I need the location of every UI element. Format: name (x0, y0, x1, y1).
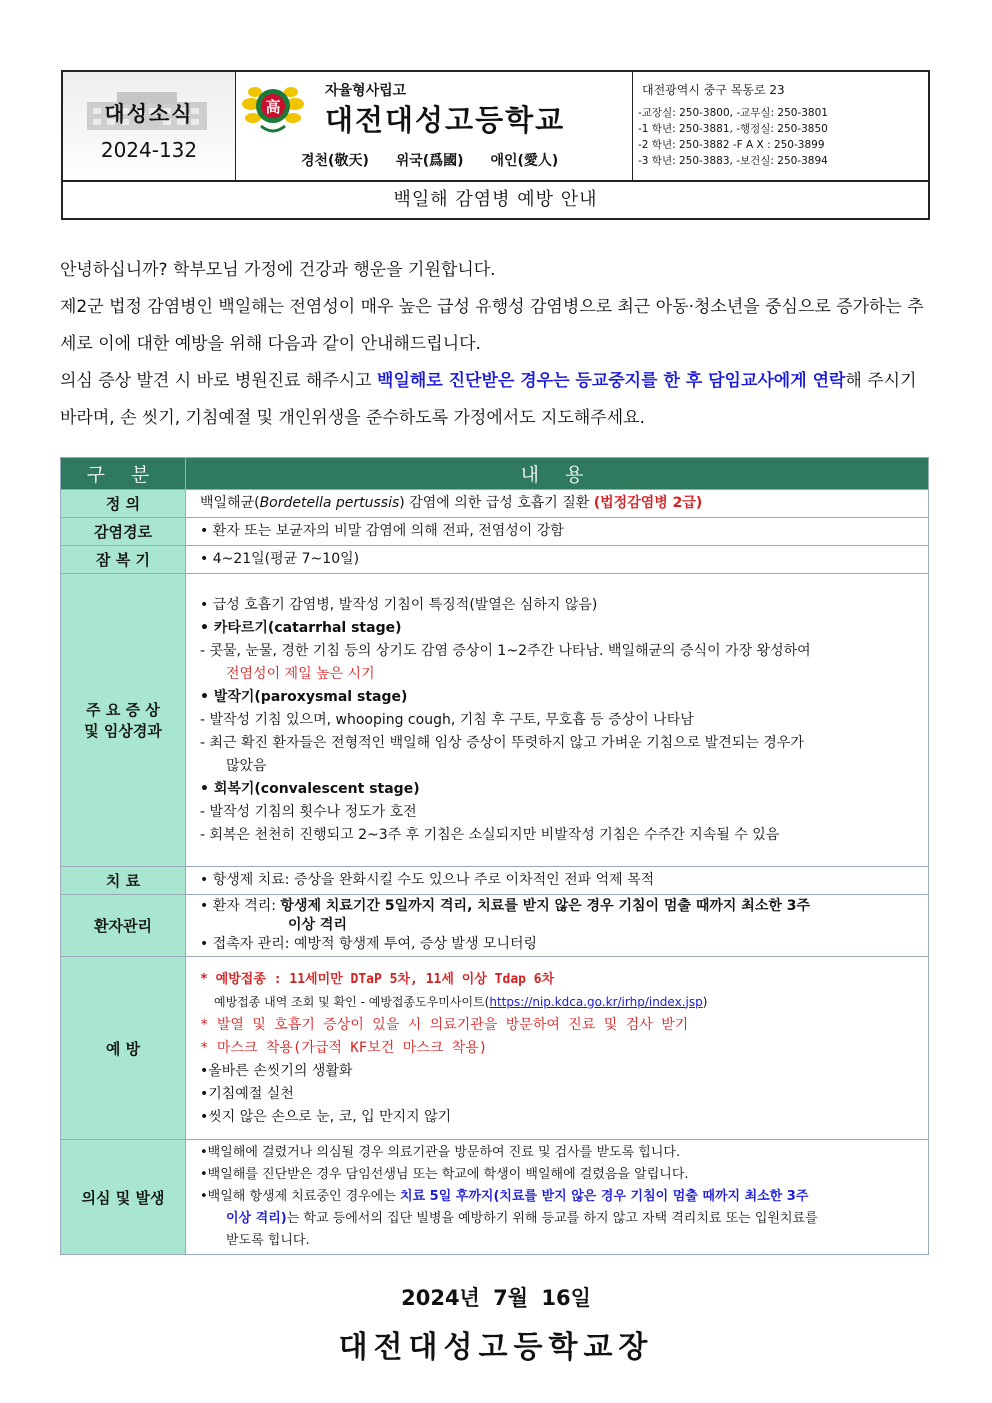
issue-date: 2024년 7월 16일 (401, 1286, 591, 1310)
svg-text:高: 高 (265, 98, 281, 116)
row-label: 환자관리 (61, 895, 186, 957)
row-label (61, 574, 186, 867)
school-name: 대전대성고등학교 (325, 103, 566, 137)
row-content: • 항생제 치료: 증상을 완화시킬 수도 있으나 주로 이차적인 전파 억제 목적 (186, 867, 929, 895)
newsletter-badge (63, 72, 236, 180)
document-title: 백일해 감염병 예방 안내 (393, 189, 598, 210)
phone-line: -3 학년: 250-3883, -보건실: 250-3894 (638, 155, 828, 167)
school-type: 자율형사립고 (325, 83, 407, 99)
intro-text (60, 252, 938, 437)
row-content (186, 895, 929, 957)
table-row-incubation (61, 546, 929, 574)
row-content (186, 1140, 929, 1255)
definition-text: ) 감염에 의한 급성 호흡기 질환 (399, 495, 594, 511)
row-label: 정 의 (61, 490, 186, 518)
motto-item: 애인(愛人) (490, 153, 559, 169)
vaccination-lookup (200, 991, 914, 1014)
suspect-line: •백일해에 걸렸거나 의심될 경우 의료기관을 방문하여 진료 및 검사를 받도록 힙니다. (200, 1145, 681, 1160)
table-header-row (61, 458, 929, 490)
table-row-route (61, 518, 929, 546)
row-content: • 환자 또는 보균자의 비말 감염에 의해 전파, 전염성이 강함 (186, 518, 929, 546)
row-label: 감염경로 (61, 518, 186, 546)
contact-info (632, 72, 928, 180)
phone-line: -2 학년: 250-3882 -F A X : 250-3899 (638, 139, 825, 151)
table-row-symptoms (61, 574, 929, 867)
patient-text: • 환자 격리: (200, 898, 281, 914)
symptom-line: 많았음 (226, 757, 267, 774)
symptom-line: - 발작성 기침 있으며, whooping cough, 기침 후 구토, 무호흡 등 증상이 나타남 (200, 711, 694, 728)
intro-request-highlight: 백일해로 진단받은 경우는 등교중지를 한 후 담임교사에게 연락 (377, 371, 846, 391)
intro-request-c: 해 주시기 바라며, 손 씻기, 기침예절 및 개인위생을 준수하도록 가정에서도 지도해주세요. (60, 371, 917, 428)
row-label: 예 방 (61, 957, 186, 1140)
prevention-line: •기침예절 실천 (200, 1085, 294, 1102)
info-table (60, 457, 929, 1255)
row-label: 의심 및 발생 (61, 1140, 186, 1255)
symptom-line: - 콧물, 눈물, 경한 기침 등의 상기도 감염 증상이 1~2주간 나타남. 백일해균의 증식이 가장 왕성하여 (200, 642, 811, 659)
symptom-highlight: 전염성이 제일 높은 시기 (226, 665, 375, 682)
table-row-suspect (61, 1140, 929, 1255)
row-content: • 4~21일(평균 7~10일) (186, 546, 929, 574)
suspect-text: •백일해 항생제 치료중인 경우에는 (200, 1189, 401, 1204)
prevention-line: * 발열 및 호흡기 증상이 있을 시 의료기관을 방문하여 진료 및 검사 받기 (200, 1016, 689, 1033)
vaccination-site-link[interactable]: https://nip.kdca.go.kr/irhp/index.jsp (489, 994, 703, 1009)
phone-line: -교장실: 250-3800, -교무실: 250-3801 (638, 107, 828, 119)
column-header-category: 구 분 (61, 458, 186, 490)
school-address: 대전광역시 중구 목동로 23 (642, 83, 785, 97)
row-content (186, 957, 929, 1140)
suspect-line (200, 1186, 914, 1208)
school-emblem-icon (241, 82, 305, 138)
row-content (186, 574, 929, 867)
latin-name: Bordetella pertussis (259, 495, 400, 511)
phone-line: -1 학년: 250-3881, -행정실: 250-3850 (638, 123, 828, 135)
suspect-line: 받도록 힙니다. (226, 1233, 310, 1248)
row-label: 치 료 (61, 867, 186, 895)
intro-request-a: 의심 증상 발견 시 바로 병원진료 해주시고 (60, 371, 378, 391)
lookup-text: ) (702, 994, 708, 1009)
table-row-treatment (61, 867, 929, 895)
vaccination-line: * 예방접종 : 11세미만 DTaP 5차, 11세 이상 Tdap 6차 (200, 971, 555, 987)
table-row-patient (61, 895, 929, 957)
prevention-line: •씻지 않은 손으로 눈, 코, 입 만지지 않기 (200, 1108, 452, 1125)
suspect-highlight: 치료 5일 후까지(치료를 받지 않은 경우 기침이 멈출 때까지 최소한 3주 (400, 1189, 809, 1204)
table-row-definition (61, 490, 929, 518)
intro-request (60, 363, 938, 437)
intro-greeting: 안녕하십니까? 학부모님 가정에 건강과 행운을 기원합니다. (60, 260, 496, 280)
symptom-line: - 회복은 천천히 진행되고 2~3주 후 기침은 소실되지만 비발작성 기침은 수주간 지속될 수 있음 (200, 826, 780, 843)
patient-isolation: 항생제 치료기간 5일까지 격리, 치료를 받지 않은 경우 기침이 멈출 때까지 최소한 3주 (280, 898, 811, 914)
stage-heading: • 발작기(paroxysmal stage) (200, 688, 408, 705)
suspect-line (200, 1208, 914, 1230)
suspect-line: •백일해를 진단받은 경우 담임선생님 또는 학교에 학생이 백일해에 걸렸음을 알립니다. (200, 1167, 689, 1182)
patient-isolation: 이상 격리 (288, 917, 347, 933)
newsletter-number: 2024-132 (100, 138, 198, 162)
motto-item: 경천(敬天) (301, 153, 369, 169)
principal-signature: 대전대성고등학교장 (338, 1330, 654, 1365)
row-label-line: 및 임상경과 (84, 722, 162, 740)
lookup-text: 예방접종 내역 조회 및 확인 - 예방접종도우미사이트( (214, 994, 490, 1009)
symptom-line: - 발작성 기침의 횟수나 정도가 호전 (200, 803, 417, 820)
letterhead (61, 70, 930, 220)
row-label: 잠 복 기 (61, 546, 186, 574)
prevention-line: •올바른 손씻기의 생활화 (200, 1062, 353, 1079)
prevention-line: * 마스크 착용(가급적 KF보건 마스크 착용) (200, 1039, 488, 1056)
school-identity (235, 72, 633, 180)
patient-line (200, 897, 914, 916)
column-header-content: 내 용 (186, 458, 929, 490)
newsletter-title: 대성소식 (104, 102, 194, 126)
legal-class: (법정감염병 2급) (593, 495, 703, 511)
table-row-prevention (61, 957, 929, 1140)
phone-list (638, 105, 828, 169)
school-motto (301, 150, 576, 170)
letterhead-top (63, 72, 928, 182)
motto-item: 위국(爲國) (395, 153, 464, 169)
row-label-line: 주 요 증 상 (86, 701, 160, 719)
definition-text: 백일해균( (200, 495, 260, 511)
stage-heading: • 회복기(convalescent stage) (200, 780, 420, 797)
symptom-line: • 급성 호흡기 감염병, 발작성 기침이 특징적(발열은 심하지 않음) (200, 596, 598, 613)
symptom-line: - 최근 확진 환자들은 전형적인 백일해 임상 증상이 뚜렷하지 않고 가벼운 기침으로 발견되는 경우가 (200, 734, 804, 751)
patient-line: • 접촉자 관리: 예방적 항생제 투여, 증상 발생 모니터링 (200, 936, 538, 952)
row-content (186, 490, 929, 518)
intro-background: 제2군 법정 감염병인 백일해는 전염성이 매우 높은 급성 유행성 감염병으로 최근 아동·청소년을 중심으로 증가하는 추세로 이에 대한 예방을 위해 다음과 같이 안내해드립니다. (60, 297, 924, 354)
stage-heading: • 카타르기(catarrhal stage) (200, 619, 402, 636)
suspect-text: 는 학교 등에서의 집단 빌병을 예방하기 위해 등교를 하지 않고 자택 격리치료 또는 입원치료를 (286, 1211, 818, 1226)
suspect-highlight: 이상 격리) (226, 1211, 287, 1226)
